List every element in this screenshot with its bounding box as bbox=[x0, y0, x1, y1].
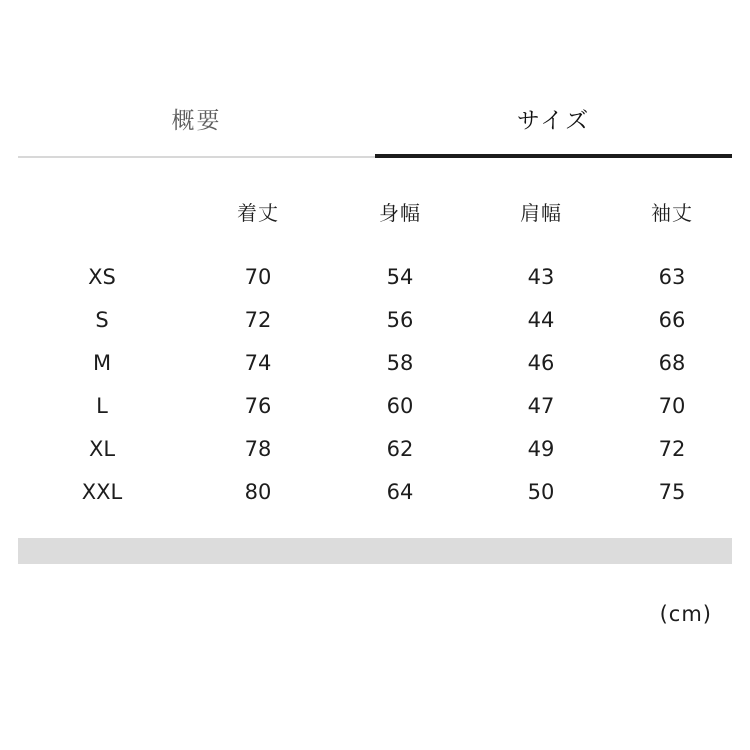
cell-s-shoulder: 44 bbox=[527, 307, 555, 332]
table-row bbox=[18, 427, 732, 470]
row-label-m: M bbox=[92, 350, 112, 375]
cell-xl-shoulder: 49 bbox=[527, 436, 555, 461]
cell-xl-length: 78 bbox=[244, 436, 272, 461]
cell-xs-sleeve: 63 bbox=[658, 264, 686, 289]
column-header-size bbox=[18, 190, 186, 255]
separator-band bbox=[18, 538, 732, 564]
table-row bbox=[18, 341, 732, 384]
tab-bar bbox=[18, 88, 732, 158]
table-row bbox=[18, 255, 732, 298]
cell-m-sleeve: 68 bbox=[658, 350, 686, 375]
column-header-chest: 身幅 bbox=[379, 201, 421, 225]
tab-size-label: サイズ bbox=[516, 108, 591, 134]
row-label-xxl: XXL bbox=[81, 479, 123, 504]
cell-xs-shoulder: 43 bbox=[527, 264, 555, 289]
table-row bbox=[18, 298, 732, 341]
table-row bbox=[18, 384, 732, 427]
cell-l-shoulder: 47 bbox=[527, 393, 555, 418]
cell-xxl-sleeve: 75 bbox=[658, 479, 686, 504]
column-header-length: 着丈 bbox=[237, 201, 279, 225]
cell-s-chest: 56 bbox=[386, 307, 414, 332]
row-label-xs: XS bbox=[88, 264, 116, 289]
cell-xxl-length: 80 bbox=[244, 479, 272, 504]
tab-size[interactable] bbox=[375, 88, 732, 158]
cell-xs-chest: 54 bbox=[386, 264, 414, 289]
cell-l-chest: 60 bbox=[386, 393, 414, 418]
size-table-head bbox=[18, 190, 732, 255]
cell-xl-sleeve: 72 bbox=[658, 436, 686, 461]
tab-overview[interactable] bbox=[18, 88, 375, 158]
cell-l-sleeve: 70 bbox=[658, 393, 686, 418]
row-label-s: S bbox=[95, 307, 109, 332]
cell-xxl-shoulder: 50 bbox=[527, 479, 555, 504]
cell-xs-length: 70 bbox=[244, 264, 272, 289]
cell-xxl-chest: 64 bbox=[386, 479, 414, 504]
size-table-body bbox=[18, 255, 732, 513]
cell-m-shoulder: 46 bbox=[527, 350, 555, 375]
unit-note: (cm) bbox=[659, 602, 712, 626]
column-header-sleeve: 袖丈 bbox=[651, 201, 693, 225]
tab-overview-label: 概要 bbox=[171, 108, 222, 134]
table-header-row bbox=[18, 190, 732, 255]
cell-s-length: 72 bbox=[244, 307, 272, 332]
row-label-xl: XL bbox=[88, 436, 116, 461]
cell-l-length: 76 bbox=[244, 393, 272, 418]
row-label-l: L bbox=[96, 393, 108, 418]
table-row bbox=[18, 470, 732, 513]
cell-s-sleeve: 66 bbox=[658, 307, 686, 332]
cell-xl-chest: 62 bbox=[386, 436, 414, 461]
cell-m-chest: 58 bbox=[386, 350, 414, 375]
column-header-shoulder: 肩幅 bbox=[520, 201, 562, 225]
size-table bbox=[18, 190, 732, 513]
cell-m-length: 74 bbox=[244, 350, 272, 375]
